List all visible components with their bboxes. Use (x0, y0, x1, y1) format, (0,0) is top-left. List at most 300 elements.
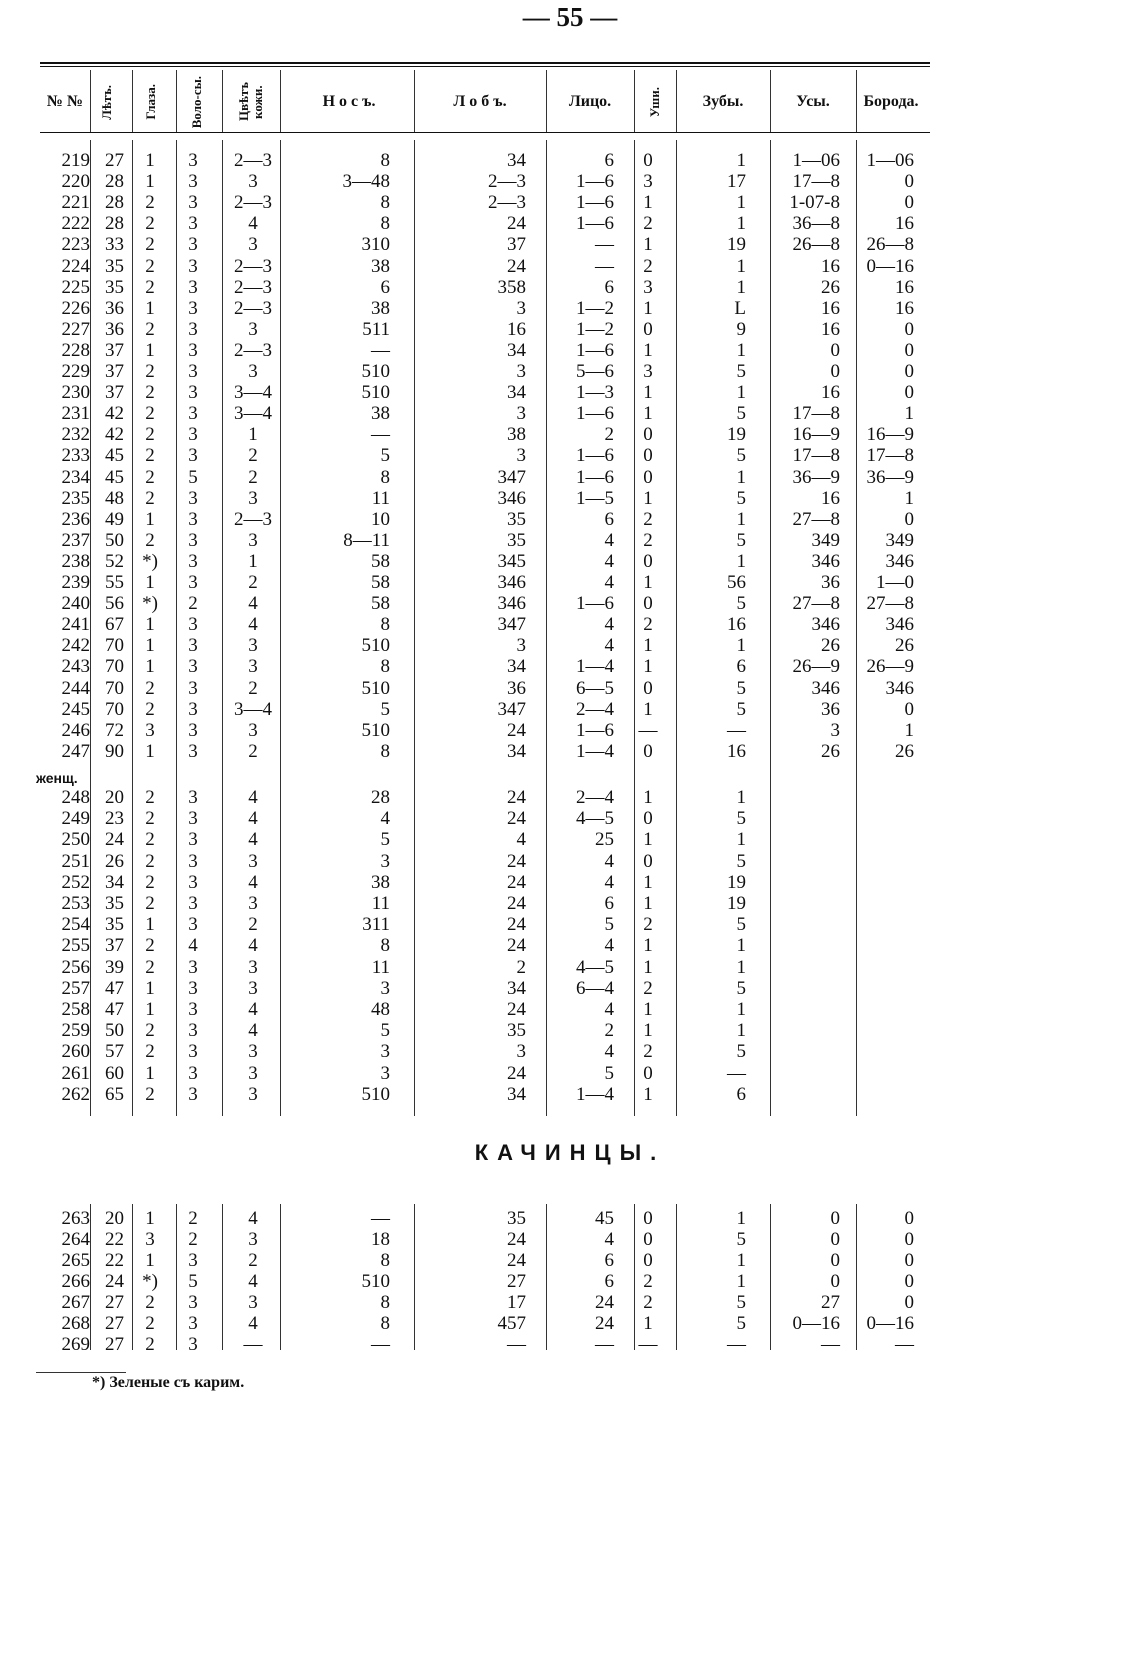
cell: 347 (497, 614, 526, 636)
cell: 256 (61, 956, 90, 978)
cell: 24 (595, 1292, 614, 1313)
section-title: КАЧИНЦЫ. (474, 1140, 666, 1165)
header-label: № № (46, 93, 84, 110)
cell: 5 (604, 1062, 614, 1084)
cell: 2—3 (234, 276, 272, 298)
cell: 3 (516, 403, 526, 425)
cell: 10 (371, 508, 390, 530)
cell: 1 (643, 403, 653, 425)
cell: 42 (105, 403, 124, 425)
cell: 242 (61, 635, 90, 657)
cell: 36 (105, 318, 124, 340)
cell: 0 (643, 593, 653, 615)
cell: 3 (188, 1334, 198, 1355)
cell: 0 (904, 1271, 914, 1292)
cell: 1—6 (576, 192, 614, 214)
header-10 (770, 70, 856, 134)
cell: 237 (61, 529, 90, 551)
cell: 1 (736, 339, 746, 361)
cell: 3 (248, 361, 258, 382)
cell: — (595, 1334, 614, 1355)
cell: 26 (821, 276, 840, 298)
cell: 24 (507, 914, 526, 936)
table-row (0, 829, 1140, 850)
cell: 220 (61, 171, 90, 193)
cell: 264 (61, 1229, 90, 1250)
cell: 47 (105, 999, 124, 1020)
cell: 3 (380, 1062, 390, 1084)
cell: 2 (643, 255, 653, 277)
cell: 3 (516, 1041, 526, 1063)
cell: 6 (736, 656, 746, 678)
cell: 511 (362, 318, 390, 340)
cell: 24 (507, 935, 526, 957)
cell: 2 (145, 850, 155, 872)
cell: 4 (248, 1313, 258, 1334)
table-row (0, 1063, 1140, 1084)
cell: 24 (507, 1229, 526, 1250)
cell: 5 (736, 914, 746, 936)
cell: — (595, 234, 614, 256)
cell: 2 (145, 213, 155, 235)
cell: 0 (643, 466, 653, 488)
cell: 2 (145, 361, 155, 382)
cell: 2 (248, 445, 258, 467)
column-line (176, 70, 177, 132)
cell: 34 (507, 150, 526, 171)
table-row (0, 488, 1140, 509)
cell: 4 (604, 935, 614, 957)
cell: 5 (188, 1271, 198, 1292)
cell: 229 (61, 361, 90, 382)
cell: 5 (736, 361, 746, 382)
cell: 2 (248, 914, 258, 936)
cell: 510 (361, 719, 390, 741)
cell: 3 (516, 361, 526, 382)
cell: 1—4 (576, 656, 614, 678)
cell: 0 (904, 508, 914, 530)
cell: 8 (380, 1313, 390, 1334)
cell: 2 (145, 466, 155, 488)
cell: 6 (604, 508, 614, 530)
cell: 2 (145, 382, 155, 404)
cell: 2 (248, 1250, 258, 1271)
header-0 (36, 70, 94, 134)
cell: 20 (105, 1208, 124, 1229)
cell: 346 (497, 572, 526, 593)
cell: 16 (821, 382, 840, 404)
cell: 27 (105, 1334, 124, 1355)
cell: 1 (904, 719, 914, 741)
page-number: — 55 — (522, 2, 618, 32)
cell: 3 (516, 635, 526, 657)
cell: 263 (61, 1208, 90, 1229)
cell: 2 (643, 213, 653, 235)
cell: 0 (904, 339, 914, 361)
cell: 0 (643, 677, 653, 699)
cell: 266 (61, 1271, 90, 1292)
cell: 0 (904, 318, 914, 340)
cell: 510 (361, 1083, 390, 1105)
cell: 248 (61, 787, 90, 808)
cell: 17 (727, 171, 746, 193)
cell: 3 (188, 614, 198, 636)
cell: 2 (145, 529, 155, 551)
cell: 37 (507, 234, 526, 256)
cell: 310 (361, 234, 390, 256)
cell: — (727, 1334, 746, 1355)
cell: 1 (145, 977, 155, 999)
cell: 26 (821, 740, 840, 762)
cell: 240 (61, 593, 90, 615)
cell: 0 (643, 740, 653, 762)
cell: 22 (105, 1229, 124, 1250)
cell: — (727, 719, 746, 741)
column-line (770, 70, 771, 132)
cell: 2 (643, 1041, 653, 1063)
cell: 2—3 (234, 150, 272, 171)
cell: 1 (145, 1062, 155, 1084)
cell: 11 (371, 487, 390, 509)
cell: 4 (604, 572, 614, 593)
cell: 269 (61, 1334, 90, 1355)
cell: 24 (507, 893, 526, 914)
cell: 3 (188, 424, 198, 446)
cell: 2—3 (234, 255, 272, 277)
cell: 3 (188, 550, 198, 572)
table-row (0, 808, 1140, 829)
cell: 221 (61, 192, 90, 214)
cell: 1 (145, 150, 155, 171)
header-7 (548, 70, 632, 134)
cell: 235 (61, 487, 90, 509)
cell: 3 (188, 808, 198, 830)
cell: 2 (145, 893, 155, 914)
cell: 4 (604, 1041, 614, 1063)
header-label: Борода. (863, 93, 919, 110)
cell: 26 (895, 635, 914, 657)
cell: 16 (895, 276, 914, 298)
cell: 60 (105, 1062, 124, 1084)
cell: 4 (248, 1271, 258, 1292)
cell: 0 (643, 318, 653, 340)
cell: 4—5 (576, 808, 614, 830)
cell: 16 (821, 255, 840, 277)
table-row (0, 551, 1140, 572)
column-line (90, 70, 91, 132)
cell: 6 (604, 893, 614, 914)
cell: 35 (105, 893, 124, 914)
cell: 3 (188, 297, 198, 319)
cell: 232 (61, 424, 90, 446)
cell: 2 (604, 1020, 614, 1042)
cell: 1 (736, 1020, 746, 1042)
cell: — (371, 424, 390, 446)
cell: 3 (248, 656, 258, 678)
cell: 1 (736, 550, 746, 572)
cell: 238 (61, 550, 90, 572)
table-row (0, 150, 1140, 171)
header-8 (636, 70, 674, 134)
cell: 2 (145, 935, 155, 957)
cell: 2 (145, 787, 155, 808)
cell: 0 (643, 550, 653, 572)
cell: 0 (643, 1229, 653, 1250)
column-line (414, 70, 415, 132)
table-row (0, 851, 1140, 872)
cell: 37 (105, 339, 124, 361)
cell: 5 (736, 977, 746, 999)
cell: 1—6 (576, 445, 614, 467)
cell: 24 (507, 1062, 526, 1084)
cell: 0 (904, 171, 914, 193)
cell: 27—8 (866, 593, 914, 615)
cell: 3 (643, 276, 653, 298)
top-rule-thin (40, 66, 930, 67)
cell: 0—16 (792, 1313, 840, 1334)
cell: 233 (61, 445, 90, 467)
cell: 346 (811, 614, 840, 636)
cell: 3 (188, 677, 198, 699)
cell: 18 (371, 1229, 390, 1250)
cell: 2 (145, 1083, 155, 1105)
cell: 3 (248, 956, 258, 978)
cell: 345 (497, 550, 526, 572)
cell: 1 (736, 213, 746, 235)
cell: 2 (145, 1041, 155, 1063)
cell: 3 (188, 572, 198, 593)
cell: 5 (380, 829, 390, 851)
cell: 0 (830, 361, 840, 382)
cell: 223 (61, 234, 90, 256)
cell: 9 (736, 318, 746, 340)
cell: 2 (145, 956, 155, 978)
cell: 1—6 (576, 339, 614, 361)
cell: 5 (736, 698, 746, 720)
cell: 1 (643, 487, 653, 509)
cell: 1 (736, 935, 746, 957)
cell: 1 (736, 276, 746, 298)
cell: 24 (507, 999, 526, 1020)
cell: 3 (188, 893, 198, 914)
cell: 48 (105, 487, 124, 509)
cell: 228 (61, 339, 90, 361)
cell: 0 (643, 445, 653, 467)
cell: 24 (507, 255, 526, 277)
cell: 3 (248, 1292, 258, 1313)
table-row (0, 872, 1140, 893)
cell: 8 (380, 1250, 390, 1271)
cell: 3 (188, 255, 198, 277)
cell: 1—6 (576, 171, 614, 193)
cell: 230 (61, 382, 90, 404)
cell: 5 (380, 445, 390, 467)
cell: — (895, 1334, 914, 1355)
cell: 3 (188, 956, 198, 978)
cell: *) (142, 1271, 158, 1292)
cell: 5 (380, 1020, 390, 1042)
table-row (0, 572, 1140, 593)
cell: 3 (188, 382, 198, 404)
table-row (0, 213, 1140, 234)
cell: 2—3 (488, 171, 526, 193)
cell: 2 (188, 1229, 198, 1250)
cell: 26 (105, 850, 124, 872)
cell: 346 (885, 614, 914, 636)
cell: 3—4 (234, 698, 272, 720)
cell: 72 (105, 719, 124, 741)
cell: 5 (736, 445, 746, 467)
cell: 26—9 (866, 656, 914, 678)
cell: 349 (885, 529, 914, 551)
cell: 245 (61, 698, 90, 720)
cell: 2 (188, 1208, 198, 1229)
cell: 56 (105, 593, 124, 615)
cell: 3 (145, 1229, 155, 1250)
cell: 1—3 (576, 382, 614, 404)
cell: 1—06 (792, 150, 840, 171)
header-9 (678, 70, 768, 134)
cell: 42 (105, 424, 124, 446)
cell: 17—8 (792, 445, 840, 467)
cell: 3 (188, 914, 198, 936)
cell: 3 (248, 893, 258, 914)
cell: 1 (643, 297, 653, 319)
cell: 265 (61, 1250, 90, 1271)
cell: 0 (830, 1208, 840, 1229)
cell: 1 (145, 999, 155, 1020)
cell: 1 (145, 635, 155, 657)
cell: 347 (497, 466, 526, 488)
cell: 3 (188, 150, 198, 171)
header-11 (856, 70, 926, 134)
cell: 252 (61, 871, 90, 893)
cell: 6 (604, 276, 614, 298)
cell: 0 (830, 1250, 840, 1271)
cell: 510 (361, 382, 390, 404)
column-line (676, 70, 677, 132)
cell: 19 (727, 871, 746, 893)
table-row (0, 957, 1140, 978)
cell: 0 (643, 150, 653, 171)
cell: 1 (736, 787, 746, 808)
cell: 247 (61, 740, 90, 762)
cell: 0—16 (866, 255, 914, 277)
cell: 5 (380, 698, 390, 720)
cell: 1—4 (576, 1083, 614, 1105)
cell: 24 (595, 1313, 614, 1334)
cell: 3—4 (234, 382, 272, 404)
cell: 244 (61, 677, 90, 699)
cell: 3 (188, 361, 198, 382)
cell: 24 (507, 1250, 526, 1271)
cell: 3 (188, 1020, 198, 1042)
cell: 6 (604, 1271, 614, 1292)
cell: 349 (811, 529, 840, 551)
cell: 0 (904, 1292, 914, 1313)
cell: 2—3 (234, 297, 272, 319)
cell: 1 (643, 999, 653, 1020)
cell: 38 (371, 871, 390, 893)
cell: 3 (188, 318, 198, 340)
cell: 3 (188, 403, 198, 425)
cell: 47 (105, 977, 124, 999)
cell: 5 (736, 1313, 746, 1334)
header-label: Н о с ъ. (322, 93, 376, 110)
table-row (0, 635, 1140, 656)
cell: 1 (248, 550, 258, 572)
cell: 2—4 (576, 698, 614, 720)
cell: 3 (248, 529, 258, 551)
cell: 2 (145, 424, 155, 446)
cell: 234 (61, 466, 90, 488)
cell: 0 (643, 1208, 653, 1229)
cell: 1 (643, 698, 653, 720)
cell: 6 (736, 1083, 746, 1105)
cell: 358 (497, 276, 526, 298)
column-line (132, 70, 133, 132)
cell: 38 (507, 424, 526, 446)
cell: 5 (736, 593, 746, 615)
cell: 3 (188, 276, 198, 298)
table-row (0, 1041, 1140, 1062)
cell: 2 (145, 871, 155, 893)
cell: 1 (643, 1020, 653, 1042)
cell: 16 (821, 297, 840, 319)
cell: 4 (248, 999, 258, 1020)
column-line (856, 70, 857, 132)
cell: — (243, 1334, 263, 1355)
cell: 236 (61, 508, 90, 530)
cell: 1 (736, 1271, 746, 1292)
header-label: Лѣтъ. (99, 84, 114, 120)
cell: 346 (885, 677, 914, 699)
cell: 1 (145, 614, 155, 636)
cell: 70 (105, 698, 124, 720)
cell: 255 (61, 935, 90, 957)
cell: 3 (188, 1313, 198, 1334)
cell: 3 (830, 719, 840, 741)
cell: 4 (604, 614, 614, 636)
cell: 27 (105, 150, 124, 171)
cell: 16 (895, 297, 914, 319)
footnote-rule (36, 1372, 126, 1373)
cell: 1 (736, 829, 746, 851)
header-label: Л о б ъ. (453, 93, 507, 110)
cell: 24 (507, 213, 526, 235)
cell: 2—3 (234, 339, 272, 361)
cell: 36—9 (866, 466, 914, 488)
cell: 1 (643, 871, 653, 893)
cell: 346 (497, 593, 526, 615)
header-label: Глаза. (143, 84, 158, 120)
cell: 3 (188, 740, 198, 762)
cell: 1 (643, 935, 653, 957)
cell: 58 (371, 593, 390, 615)
cell: 2 (643, 614, 653, 636)
cell: 5 (736, 1041, 746, 1063)
cell: 0 (904, 382, 914, 404)
cell: 258 (61, 999, 90, 1020)
cell: 1 (643, 192, 653, 214)
table-row (0, 741, 1140, 762)
cell: 3 (643, 361, 653, 382)
cell: 24 (507, 871, 526, 893)
cell: — (595, 255, 614, 277)
header-label: Лицо. (568, 93, 612, 110)
cell: 1 (736, 150, 746, 171)
cell: 67 (105, 614, 124, 636)
